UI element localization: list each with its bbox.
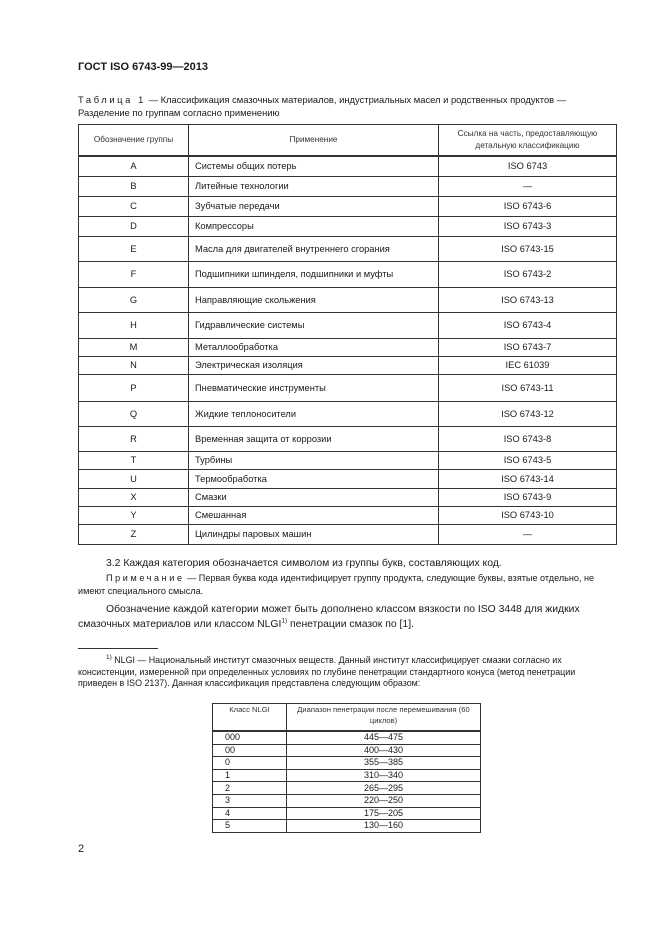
cell-reference: ISO 6743-5 <box>439 451 617 469</box>
table-header-row <box>79 125 617 157</box>
cell-group: A <box>79 156 189 176</box>
cell-application: Смешанная <box>189 506 439 524</box>
classification-table-body <box>79 156 617 544</box>
nlgi-cell-class: 3 <box>213 794 287 807</box>
cell-application: Гидравлические системы <box>189 312 439 338</box>
cell-application: Смазки <box>189 488 439 506</box>
classification-table <box>78 124 617 545</box>
table-row <box>79 401 617 426</box>
nlgi-header-row <box>213 704 481 732</box>
nlgi-cell-class: 2 <box>213 782 287 795</box>
nlgi-column-class: Класс NLGI <box>213 704 287 732</box>
table-row <box>79 312 617 338</box>
cell-group: Y <box>79 506 189 524</box>
footnote-reference: 1) <box>281 617 288 625</box>
footnote-divider <box>78 648 158 649</box>
cell-reference: ISO 6743-2 <box>439 261 617 287</box>
cell-application: Временная защита от коррозии <box>189 426 439 451</box>
nlgi-cell-range: 400—430 <box>287 744 481 757</box>
nlgi-cell-range: 265—295 <box>287 782 481 795</box>
cell-reference: ISO 6743-13 <box>439 287 617 312</box>
cell-group: M <box>79 338 189 356</box>
table-row <box>79 196 617 216</box>
cell-group: G <box>79 287 189 312</box>
cell-application: Металлообработка <box>189 338 439 356</box>
nlgi-row <box>213 794 481 807</box>
cell-group: H <box>79 312 189 338</box>
table-row <box>79 469 617 488</box>
page-number: 2 <box>78 843 85 855</box>
cell-group: P <box>79 374 189 401</box>
cell-group: B <box>79 176 189 196</box>
cell-group: D <box>79 216 189 236</box>
nlgi-column-range: Диапазон пенетрации после перемешивания (60 циклов) <box>287 704 481 732</box>
nlgi-row <box>213 731 481 744</box>
cell-group: T <box>79 451 189 469</box>
cell-group: C <box>79 196 189 216</box>
nlgi-row <box>213 757 481 770</box>
table-row <box>79 374 617 401</box>
cell-reference: — <box>439 176 617 196</box>
column-header-reference: Ссылка на часть, предоставляющую детальную классификацию <box>439 125 617 157</box>
nlgi-cell-class: 00 <box>213 744 287 757</box>
cell-application: Направляющие скольжения <box>189 287 439 312</box>
cell-group: F <box>79 261 189 287</box>
table-row <box>79 506 617 524</box>
table-row <box>79 488 617 506</box>
cell-reference: ISO 6743-12 <box>439 401 617 426</box>
section-3-2 <box>78 556 616 571</box>
cell-reference: ISO 6743-15 <box>439 236 617 261</box>
cell-application: Цилиндры паровых машин <box>189 524 439 544</box>
table-row <box>79 426 617 451</box>
nlgi-cell-class: 4 <box>213 807 287 820</box>
cell-group: U <box>79 469 189 488</box>
footnote <box>78 655 616 690</box>
cell-group: E <box>79 236 189 261</box>
cell-application: Термообработка <box>189 469 439 488</box>
cell-application: Электрическая изоляция <box>189 356 439 374</box>
cell-application: Масла для двигателей внутреннего сгорания <box>189 236 439 261</box>
table-caption-label: Таблица 1 <box>78 94 146 105</box>
nlgi-row <box>213 807 481 820</box>
paragraph-text-2: пенетрации смазок по [1]. <box>287 619 414 630</box>
nlgi-row <box>213 744 481 757</box>
table-row <box>79 524 617 544</box>
nlgi-cell-range: 445—475 <box>287 731 481 744</box>
cell-group: N <box>79 356 189 374</box>
nlgi-row <box>213 820 481 833</box>
cell-group: X <box>79 488 189 506</box>
cell-application: Зубчатые передачи <box>189 196 439 216</box>
cell-reference: ISO 6743-14 <box>439 469 617 488</box>
nlgi-cell-class: 5 <box>213 820 287 833</box>
table-row <box>79 451 617 469</box>
cell-reference: ISO 6743-3 <box>439 216 617 236</box>
cell-group: R <box>79 426 189 451</box>
cell-application: Подшипники шпинделя, подшипники и муфты <box>189 261 439 287</box>
cell-application: Жидкие теплоносители <box>189 401 439 426</box>
nlgi-cell-range: 220—250 <box>287 794 481 807</box>
table-row <box>79 236 617 261</box>
column-header-application: Применение <box>189 125 439 157</box>
footnote-text: NLGI — Национальный институт смазочных веществ. Данный институт классифицирует смазки согласно их консистенции, измеренной при определенных условиях по глубине пенетрации стандартного конуса (метод пенетрации приведен в ISO 2137). Данная классификация представлена следующим образом: <box>78 655 576 688</box>
paragraph-nlgi <box>78 602 616 632</box>
footnote-marker: 1) <box>106 654 112 662</box>
document-header: ГОСТ ISO 6743-99—2013 <box>78 61 208 73</box>
cell-reference: IEC 61039 <box>439 356 617 374</box>
cell-group: Z <box>79 524 189 544</box>
table-caption-text: — Классификация смазочных материалов, индустриальных масел и родственных продуктов — Разделение по группам согласно применению <box>78 94 567 118</box>
note <box>78 572 616 597</box>
cell-reference: ISO 6743-11 <box>439 374 617 401</box>
cell-application: Пневматические инструменты <box>189 374 439 401</box>
nlgi-cell-range: 355—385 <box>287 757 481 770</box>
column-header-group: Обозначение группы <box>79 125 189 157</box>
nlgi-cell-range: 310—340 <box>287 769 481 782</box>
cell-reference: ISO 6743-7 <box>439 338 617 356</box>
table-row <box>79 287 617 312</box>
cell-application: Турбины <box>189 451 439 469</box>
cell-application: Компрессоры <box>189 216 439 236</box>
nlgi-table <box>212 703 481 833</box>
cell-reference: ISO 6743-9 <box>439 488 617 506</box>
cell-application: Литейные технологии <box>189 176 439 196</box>
cell-reference: — <box>439 524 617 544</box>
section-3-2-text: 3.2 Каждая категория обозначается символом из группы букв, составляющих код. <box>106 558 502 569</box>
note-label: Примечание <box>106 573 185 583</box>
nlgi-cell-range: 130—160 <box>287 820 481 833</box>
cell-application: Системы общих потерь <box>189 156 439 176</box>
nlgi-cell-range: 175—205 <box>287 807 481 820</box>
nlgi-row <box>213 782 481 795</box>
cell-reference: ISO 6743 <box>439 156 617 176</box>
cell-reference: ISO 6743-10 <box>439 506 617 524</box>
nlgi-cell-class: 1 <box>213 769 287 782</box>
table-row <box>79 176 617 196</box>
note-text: — Первая буква кода идентифицирует группу продукта, следующие буквы, взятые отдельно, не имеют специального смысла. <box>78 573 595 596</box>
cell-reference: ISO 6743-8 <box>439 426 617 451</box>
nlgi-row <box>213 769 481 782</box>
nlgi-table-body <box>213 731 481 832</box>
cell-reference: ISO 6743-4 <box>439 312 617 338</box>
cell-reference: ISO 6743-6 <box>439 196 617 216</box>
table-row <box>79 338 617 356</box>
nlgi-cell-class: 0 <box>213 757 287 770</box>
nlgi-cell-class: 000 <box>213 731 287 744</box>
table-row <box>79 261 617 287</box>
table-caption <box>78 93 616 119</box>
table-row <box>79 216 617 236</box>
cell-group: Q <box>79 401 189 426</box>
table-row <box>79 156 617 176</box>
table-row <box>79 356 617 374</box>
paragraph-text-1: Обозначение каждой категории может быть дополнено классом вязкости по ISO 3448 для жидких смазочных материалов или классом NLGI <box>78 604 580 630</box>
